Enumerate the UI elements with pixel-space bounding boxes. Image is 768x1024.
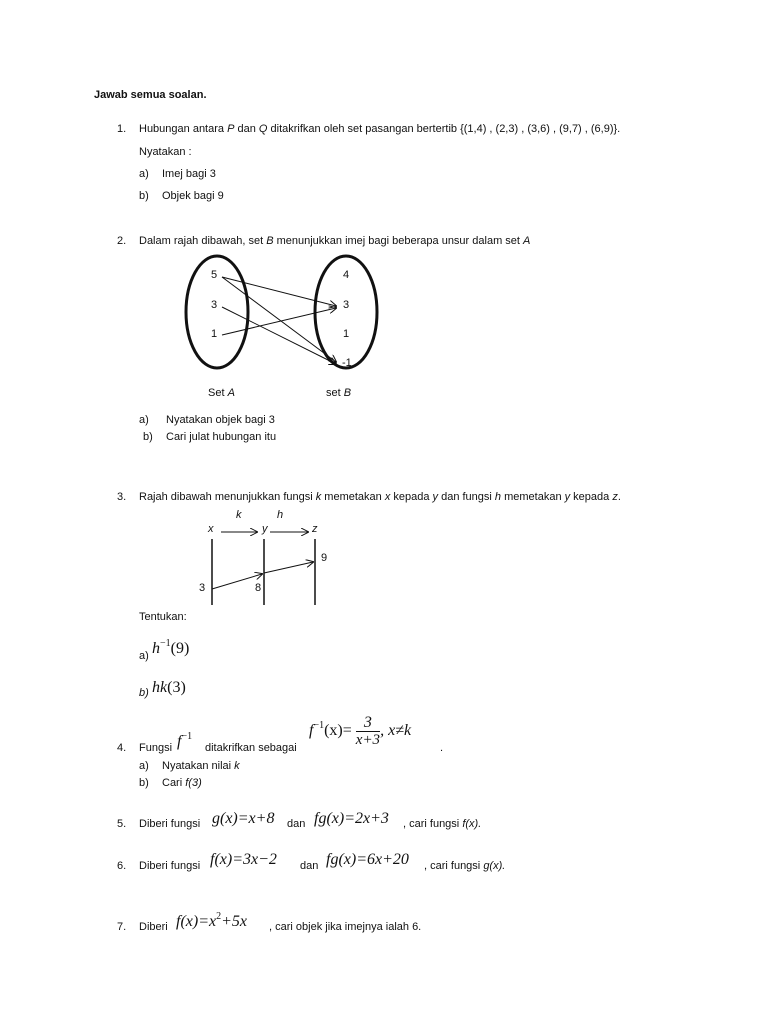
q1-instruction: Nyatakan :: [139, 146, 192, 158]
q3a-expression: $h^{-1}(9)$: [152, 638, 190, 657]
q5-equation-fg: fg(x)=2x+3: [314, 810, 389, 827]
q5-dan: dan: [287, 818, 306, 830]
q2b-label: b): [143, 431, 153, 443]
arrow-diagram: [170, 250, 400, 405]
q3-number: 3.: [117, 491, 127, 503]
q4a-text: Nyatakan nilai k: [162, 760, 240, 772]
q4-text-defined: ditakrifkan sebagai: [205, 742, 297, 754]
q1a-text: Imej bagi 3: [162, 168, 216, 180]
y-axis-label: y: [262, 523, 268, 535]
q2b-text: Cari julat hubungan itu: [166, 431, 277, 443]
y-value: 8: [255, 582, 262, 594]
q6-question: , cari fungsi g(x).: [424, 860, 506, 872]
q5-text: Diberi fungsi: [139, 818, 201, 830]
arrow-1-to-3: [222, 308, 336, 335]
q7-number: 7.: [117, 921, 127, 933]
h-mapping-label: h: [277, 509, 284, 521]
q3-text: Rajah dibawah menunjukkan fungsi k memetakan x kepada y dan fungsi h memetakan y kepada z.: [139, 491, 621, 503]
q1a-label: a): [139, 168, 149, 180]
x-axis-label: x: [208, 523, 214, 535]
q6-text: Diberi fungsi: [139, 860, 201, 872]
set-b-element-4: 4: [343, 269, 350, 281]
q3b-expression: hk(3): [152, 679, 186, 696]
function-mapping-diagram: [195, 505, 345, 610]
q7-equation: $f(x)=x^2+5x$: [176, 911, 248, 930]
q4-end-period: .: [440, 742, 444, 754]
q7-question: , cari objek jika imejnya ialah 6.: [269, 921, 422, 933]
q2-text: Dalam rajah dibawah, set B menunjukkan imej bagi beberapa unsur dalam set A: [139, 235, 531, 247]
q5-number: 5.: [117, 818, 127, 830]
q4-definition-equation: $f^{-1}(x)=$ $\frac{3}{x+3}$ , x≠k: [309, 714, 412, 748]
q6-equation-fg: fg(x)=6x+20: [326, 851, 409, 868]
set-b-element-1: 1: [343, 328, 350, 340]
q1-number: 1.: [117, 123, 127, 135]
q3-instruction: Tentukan:: [139, 611, 187, 623]
q6-number: 6.: [117, 860, 127, 872]
q4b-text: Cari f(3): [162, 777, 202, 789]
q1b-text: Objek bagi 9: [162, 190, 224, 202]
q6-dan: dan: [300, 860, 319, 872]
q4-inverse-symbol: $f^{-1}$: [177, 731, 193, 750]
z-axis-label: z: [312, 523, 318, 535]
q6-equation-f: f(x)=3x−2: [210, 851, 277, 868]
q4-number: 4.: [117, 742, 127, 754]
q4-text-fungsi: Fungsi: [139, 742, 173, 754]
x-value: 3: [199, 582, 206, 594]
q2-number: 2.: [117, 235, 127, 247]
q2a-label: a): [139, 414, 149, 426]
q2a-text: Nyatakan objek bagi 3: [166, 414, 275, 426]
set-a-element-1: 1: [211, 328, 218, 340]
set-b-label: set B: [326, 387, 352, 399]
q7-text: Diberi: [139, 921, 168, 933]
q4a-label: a): [139, 760, 149, 772]
arrow-8-to-9: [264, 562, 313, 573]
set-b-element-neg1: -1: [342, 357, 352, 369]
q5-question: , cari fungsi f(x).: [403, 818, 482, 830]
set-b-element-3: 3: [343, 299, 350, 311]
k-mapping-label: k: [236, 509, 242, 521]
q4b-label: b): [139, 777, 149, 789]
set-a-label: Set A: [208, 387, 235, 399]
q5-equation-g: g(x)=x+8: [212, 810, 275, 827]
z-value: 9: [321, 552, 328, 564]
worksheet-heading: Jawab semua soalan.: [94, 89, 207, 101]
set-a-element-3: 3: [211, 299, 218, 311]
q1-text: Hubungan antara P dan Q ditakrifkan oleh set pasangan bertertib {(1,4) , (2,3) , (3,6) , (9,7) , (6,9)}.: [139, 123, 621, 135]
q1b-label: b): [139, 190, 149, 202]
q4-fraction: $\frac{3}{x+3}$: [355, 714, 381, 748]
q3b-label: b): [139, 687, 149, 699]
q3a-label: a): [139, 650, 149, 662]
set-a-element-5: 5: [211, 269, 218, 281]
